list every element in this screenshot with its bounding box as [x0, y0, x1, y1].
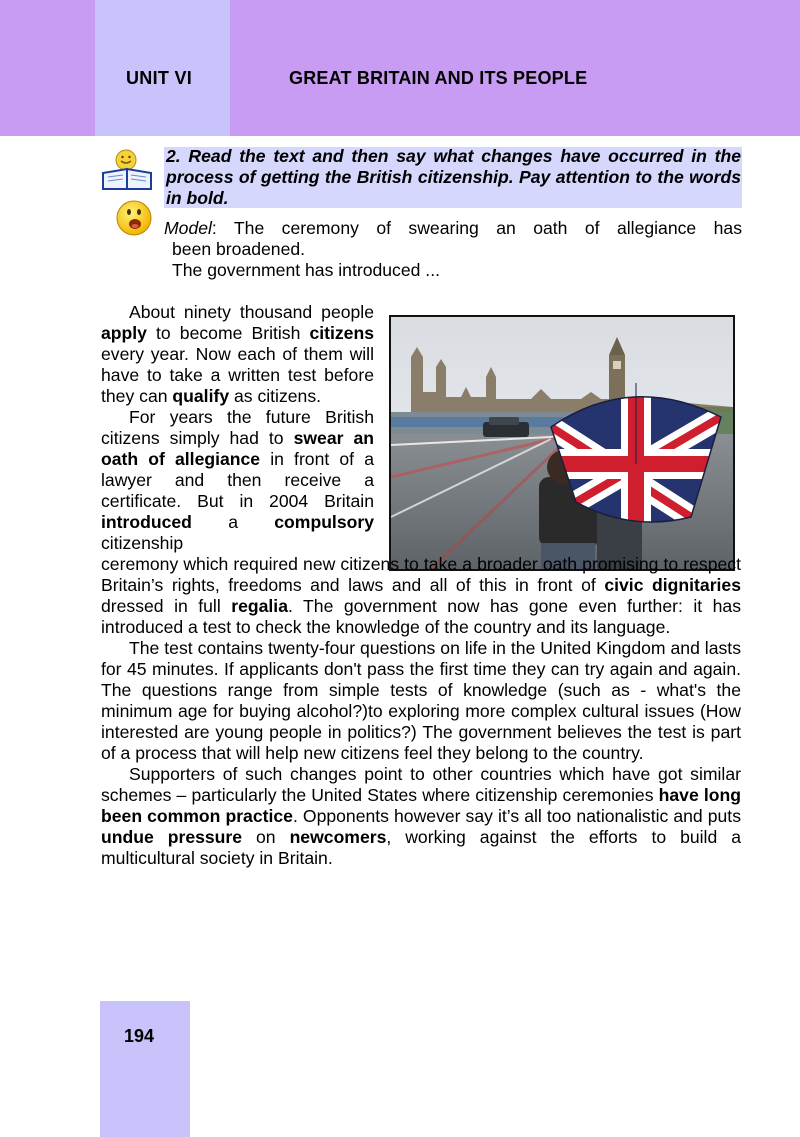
book-icon [100, 147, 156, 191]
task-instruction: 2. Read the text and then say what changes have occurred in the process of getting the British citizenship. Pay attention to the words in bold. [166, 146, 741, 208]
article-paragraph-2 [101, 407, 374, 554]
bold-term: compulsory [274, 512, 374, 532]
bold-term: swear an oath of allegiance [101, 428, 374, 469]
bold-term: regalia [231, 596, 288, 616]
text-run: , working against the efforts to build a multicultural society in Britain. [101, 827, 741, 868]
text-run: citizenship [101, 533, 184, 553]
text-run: About ninety thousand people [129, 302, 374, 322]
model-label: Model [164, 218, 212, 238]
unit-label: UNIT VI [126, 68, 193, 88]
bold-term: civic dignitaries [604, 575, 741, 595]
page-number: 194 [124, 1026, 155, 1046]
article-paragraph-3: The test contains twenty-four questions on life in the United Kingdom and lasts for 45 minutes. If applicants don't pass the first time they can try again and again. The questions range from simple tests of knowledge (such as - what's the minimum age for buying alcohol?)to exploring more complex cultural issues (How interested are young people in politics?) The government believes the test is part of a process that will help new citizens feel they belong to the country. [101, 638, 741, 763]
bold-term: newcomers [289, 827, 387, 847]
article-paragraph-4 [101, 764, 741, 869]
model-line-2: been broadened. [172, 239, 306, 259]
text-run: . The government now has gone even further: it has introduced a test to check the knowledge of the country and its language. [101, 596, 741, 637]
text-run: to become British [146, 323, 310, 343]
article-wrapped-column [101, 302, 741, 554]
bold-term: citizens [309, 323, 374, 343]
text-run: as citizens. [229, 386, 322, 406]
unit-title: GREAT BRITAIN AND ITS PEOPLE [289, 68, 588, 88]
model-line-1 [164, 218, 742, 239]
bold-term: undue pressure [101, 827, 243, 847]
bold-term: apply [101, 323, 147, 343]
article-paragraph-1 [101, 302, 374, 407]
text-run: a [191, 512, 275, 532]
bold-term: qualify [172, 386, 230, 406]
bold-term: introduced [101, 512, 192, 532]
text-run: Supporters of such changes point to other countries which have got similar schemes – particularly the United States where citizenship ceremonies [101, 764, 741, 805]
text-run: dressed in full [101, 596, 232, 616]
text-run: For years the future British citizens simply had to [101, 407, 374, 448]
model-line-1-text: : The ceremony of swearing an oath of allegiance has [211, 218, 742, 238]
text-run: every year. Now each of them will have to take a written test before they can [101, 344, 374, 406]
article-paragraph-2-continued [101, 554, 741, 638]
bold-term: have long been common practice [101, 785, 741, 826]
text-run: . Opponents however say it’s all too nationalistic and puts [292, 806, 741, 826]
text-run: ceremony which required new citizens to take a broader oath promising to respect Britain’s rights, freedoms and laws and all of this in front of [101, 554, 741, 595]
footer-block [100, 1001, 190, 1137]
smiley-icon [114, 198, 154, 238]
text-run: in front of a lawyer and then receive a certificate. But in 2004 Britain [101, 449, 374, 511]
model-block [164, 218, 742, 281]
article-body [101, 302, 741, 869]
text-run: on [242, 827, 290, 847]
model-line-3: The government has introduced ... [172, 260, 440, 280]
article-full-column [101, 554, 741, 869]
